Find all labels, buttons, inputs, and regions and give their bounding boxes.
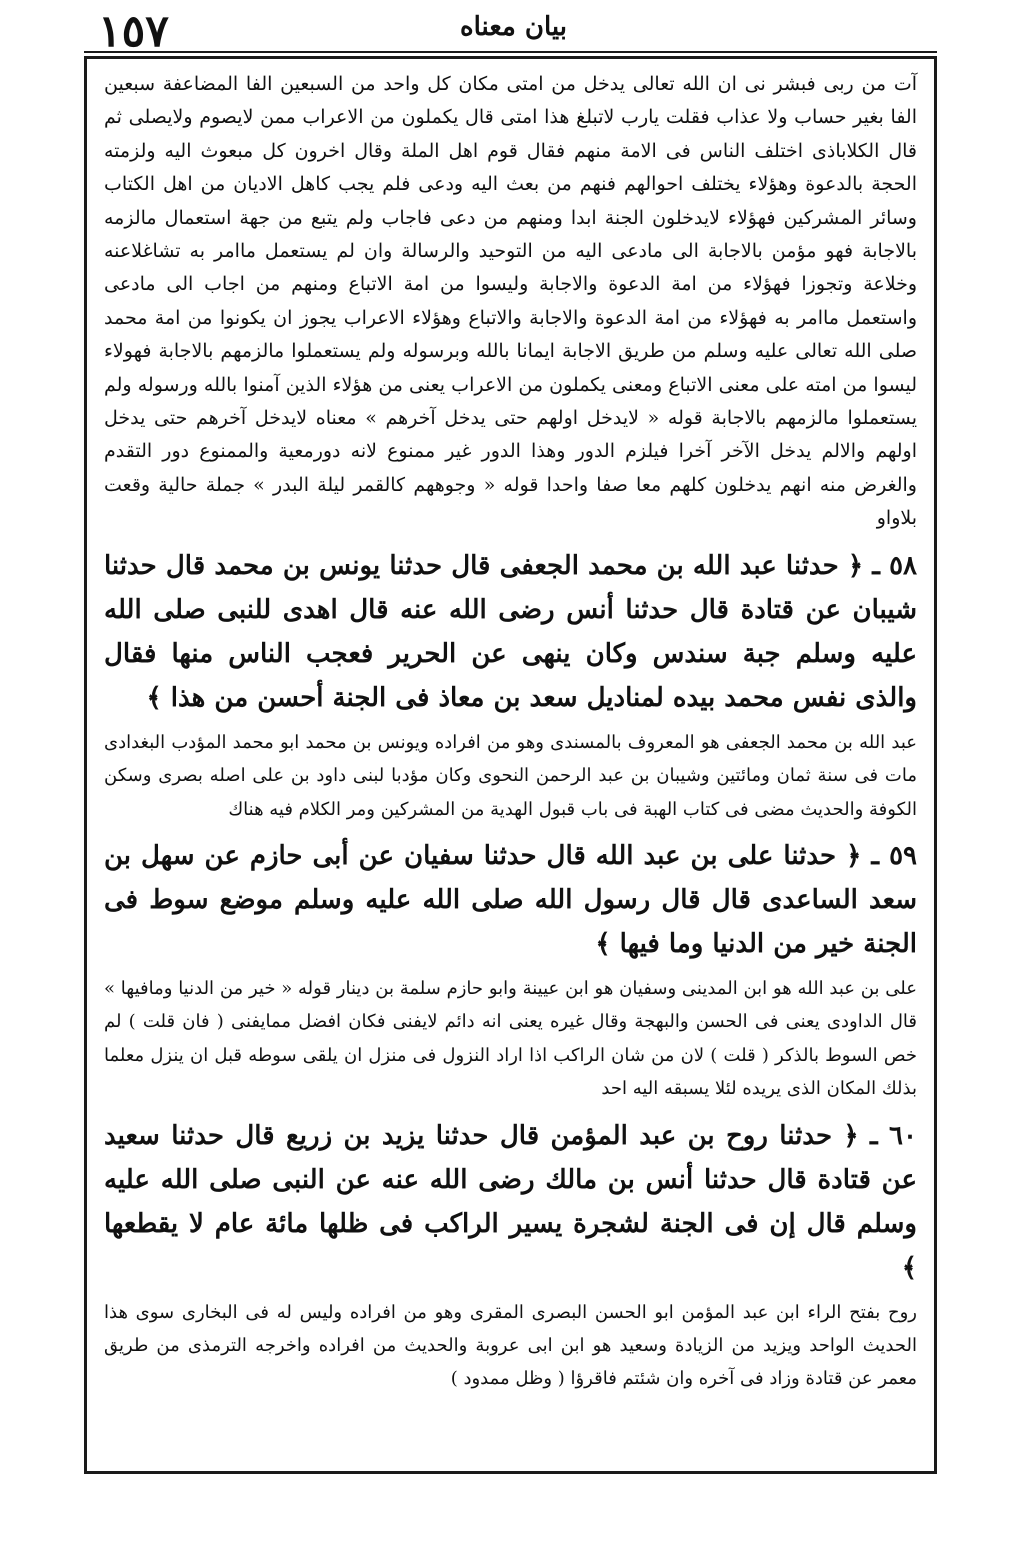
hadith-number: ٥٨ bbox=[889, 550, 917, 581]
hadith-end-mark: ﴾ bbox=[146, 682, 162, 713]
running-title: بيان معناه bbox=[459, 12, 567, 42]
hadith-separator: ـ ﴿ bbox=[838, 550, 880, 581]
hadith-text: حدثنا عبد الله بن محمد الجعفى قال حدثنا يونس بن محمد قال حدثنا شيبان عن قتادة قال حدثنا أنس رضى الله عنه قال اهدى للنبى صلى الله عليه وسلم جبة سندس وكان ينهى عن الحرير فعجب الناس منها فقال والذى نفس محمد بيده لمناديل سعد بن معاذ فى الجنة أحسن من هذا bbox=[104, 550, 917, 713]
hadith-text: حدثنا على بن عبد الله قال حدثنا سفيان عن أبى حازم عن سهل بن سعد الساعدى قال قال رسول الله صلى الله عليه وسلم موضع سوط فى الجنة خير من الدنيا وما فيها bbox=[104, 840, 917, 959]
hadith-end-mark: ﴾ bbox=[595, 928, 611, 959]
hadith-separator: ـ ﴿ bbox=[832, 1120, 878, 1151]
hadith-59 bbox=[104, 834, 917, 966]
commentary-paragraph: عبد الله بن محمد الجعفى هو المعروف بالمسندى وهو من افراده ويونس بن محمد ابو محمد المؤدب البغدادى مات فى سنة ثمان ومائتين وشيبان بن عبد الرحمن النحوى وكان مؤدبا لبنى داود بن على اصله بصرى وسكن الكوفة والحديث مضى فى كتاب الهبة فى باب قبول الهدية من المشركين ومر الكلام فيه هناك bbox=[104, 731, 917, 820]
hadith-58 bbox=[104, 544, 917, 720]
hadith-number: ٥٩ bbox=[889, 840, 917, 871]
commentary-paragraph: آت من ربى فبشر نى ان الله تعالى يدخل من امتى مكان كل واحد من السبعين الفا المضاعفة سبعين الفا بغير حساب ولا عذاب فقلت يارب لاتبلغ هذا امتى قال يكملون من الاعراب ممن لايصوم ولايصلى ثم قال الكلاباذى اختلف الناس فى الامة منهم فقال قوم اهل الملة وقال اخرون كل مبعوث اليه ولزمته الحجة بالدعوة وهؤلاء يختلف احوالهم فنهم من بعث اليه ودعى فلم يجب كاهل الاديان من اهل الكتاب وسائر المشركين فهؤلاء لايدخلون الجنة ابدا ومنهم من دعى فاجاب ولم يتبع من جهة استعمال مالزمه بالاجابة فهو مؤمن بالاجابة الى مادعى اليه من التوحيد والرسالة وان لم يستعمل ماامر به تشاغلاعنه وخلاعة وتجوزا فهؤلاء من امة الدعوة والاجابة وليسوا من امة الاتباع ومنهم من اجاب الى مادعى واستعمل ماامر به فهؤلاء من امة الدعوة والاجابة والاتباع وهؤلاء الاعراب يجوز ان يكونوا من امة محمد صلى الله تعالى عليه وسلم من طريق الاجابة ايمانا بالله وبرسوله ولم يستعملوا مالزمهم بالاجابة فهولاء ليسوا من امته على معنى الاتباع ومعنى يكملون من الاعراب يعنى من هؤلاء الذين آمنوا بالله ورسوله ولم يستعملوا مالزمهم بالاجابة قوله « لايدخل اولهم حتى يدخل آخرهم » معناه لايدخل آخرهم حتى يدخل اولهم والالم يدخل الآخر آخرا فيلزم الدور وهذا الدور غير ممنوع لانه دورمعية والممنوع دور التقدم والغرض منه انهم يدخلون كلهم معا صفا واحدا قوله « وجوههم كالقمر ليلة البدر » جملة حالية وقعت بلاواو bbox=[104, 73, 918, 530]
commentary-paragraph: على بن عبد الله هو ابن المدينى وسفيان هو ابن عيينة وابو حازم سلمة بن دينار قوله « خير من الدنيا ومافيها » قال الداودى يعنى فى الحسن والبهجة وقال غيره يعنى انه دائم لايفنى فكان افضل ممايفنى ( فان قلت ) لم خص السوط بالذكر ( قلت ) لان من شان الراكب اذا اراد النزول فى منزل ان يلقى سوطه قبل ان ينزل معلما بذلك المكان الذى يريده لئلا يسبقه اليه احد bbox=[104, 977, 917, 1100]
page-number: ١٥٧ bbox=[98, 6, 169, 57]
header-rule bbox=[84, 51, 937, 53]
page-body bbox=[104, 68, 917, 1396]
hadith-60 bbox=[104, 1114, 917, 1290]
hadith-end-mark: ﴾ bbox=[901, 1252, 917, 1283]
hadith-number: ٦٠ bbox=[889, 1120, 917, 1151]
hadith-separator: ـ ﴿ bbox=[836, 840, 880, 871]
hadith-text: حدثنا روح بن عبد المؤمن قال حدثنا يزيد بن زريع قال حدثنا سعيد عن قتادة قال حدثنا أنس بن مالك رضى الله عنه عن النبى صلى الله عليه وسلم قال إن فى الجنة لشجرة يسير الراكب فى ظلها مائة عام لا يقطعها bbox=[104, 1120, 917, 1239]
commentary-paragraph: روح بفتح الراء ابن عبد المؤمن ابو الحسن البصرى المقرى وهو من افراده وليس له فى البخارى سوى هذا الحديث الواحد ويزيد من الزيادة وسعيد هو ابن ابى عروبة والحديث من افراده واخرجه الترمذى من طريق معمر عن قتادة وزاد فى آخره وان شئتم فاقرؤا ( وظل ممدود ) bbox=[104, 1301, 917, 1390]
